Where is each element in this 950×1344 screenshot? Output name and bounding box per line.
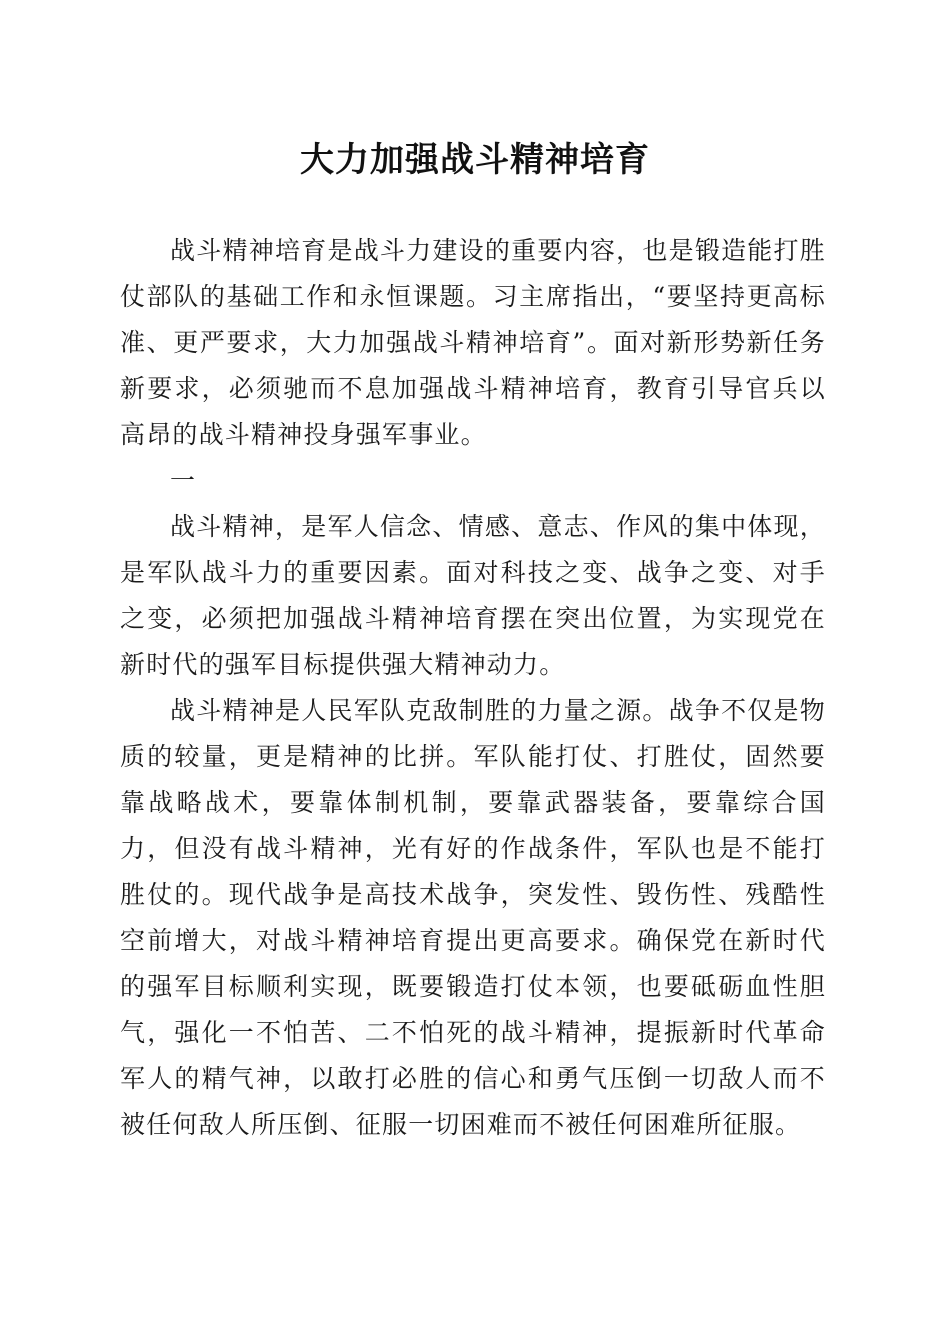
paragraph-2: 战斗精神是人民军队克敌制胜的力量之源。战争不仅是物质的较量，更是精神的比拼。军队能打仗、打胜仗，固然要靠战略战术，要靠体制机制，要靠武器装备，要靠综合国力，但没有战斗精神，光有好的作战条件，军队也是不能打胜仗的。现代战争是高技术战争，突发性、毁伤性、残酷性空前增大，对战斗精神培育提出更高要求。确保党在新时代的强军目标顺利实现，既要锻造打仗本领，也要砥砺血性胆气，强化一不怕苦、二不怕死的战斗精神，提振新时代革命军人的精气神，以敢打必胜的信心和勇气压倒一切敌人而不被任何敌人所压倒、征服一切困难而不被任何困难所征服。 bbox=[120, 696, 826, 1139]
section-number: 一 bbox=[170, 466, 197, 495]
paragraph-1: 战斗精神，是军人信念、情感、意志、作风的集中体现，是军队战斗力的重要因素。面对科技之变、战争之变、对手之变，必须把加强战斗精神培育摆在突出位置，为实现党在新时代的强军目标提供强大精神动力。 bbox=[120, 512, 826, 679]
document-title: 大力加强战斗精神培育 bbox=[300, 140, 650, 180]
document-body bbox=[120, 228, 826, 1148]
paragraph-intro: 战斗精神培育是战斗力建设的重要内容，也是锻造能打胜仗部队的基础工作和永恒课题。习主席指出，“要坚持更高标准、更严要求，大力加强战斗精神培育”。面对新形势新任务新要求，必须驰而不息加强战斗精神培育，教育引导官兵以高昂的战斗精神投身强军事业。 bbox=[120, 236, 826, 449]
